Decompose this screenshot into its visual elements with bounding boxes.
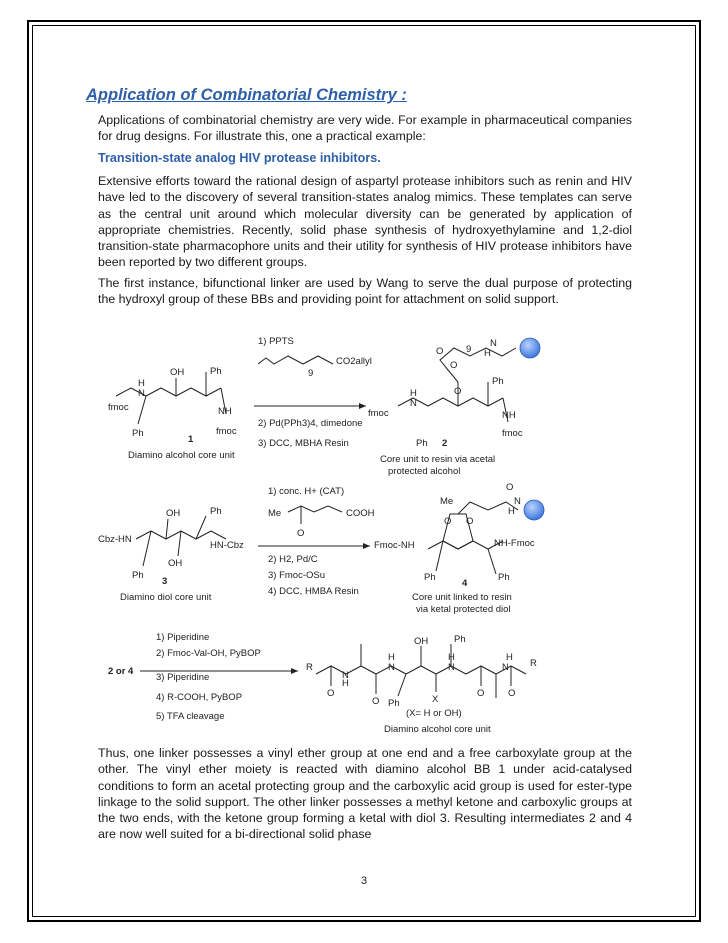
compound-2-n2: N — [410, 398, 417, 409]
subheading: Transition-state analog HIV protease inhibitors. — [98, 151, 381, 165]
compound-1-sub-bond — [138, 396, 146, 424]
compound-3-oh-bond-2 — [178, 531, 181, 556]
page-number: 3 — [360, 875, 368, 887]
product-ph-top: Ph — [454, 634, 466, 645]
compound-2-fmoc-right: fmoc — [502, 428, 523, 439]
intro-paragraph: Applications of combinatorial chemistry are very wide. For example in pharmaceutical companies for drug designs. For illustrate this, one a practical example: — [98, 113, 632, 144]
row3-start: 2 or 4 — [108, 666, 134, 677]
product-r-left: R — [306, 662, 313, 673]
reaction-scheme-svg — [98, 334, 548, 734]
compound-3-ph-bottom: Ph — [132, 570, 144, 581]
compound-3-sub-bond — [143, 531, 151, 566]
product-o3: O — [477, 688, 485, 699]
compound-4-ph-bond-2 — [488, 549, 496, 574]
compound-1-fmoc-right: fmoc — [216, 426, 237, 437]
compound-2-n: N — [490, 338, 497, 349]
compound-1-nh: NH — [218, 406, 232, 417]
product-r-right: R — [530, 658, 537, 669]
compound-1-h: H — [138, 378, 145, 389]
resin-bead-2 — [524, 500, 544, 520]
compound-4-me: Me — [440, 496, 454, 507]
product-ph-bottom: Ph — [388, 698, 400, 709]
paragraph-2: The first instance, bifunctional linker are used by Wang to serve the dual purpose of protecting the hydroxyl group of these BBs and providing point for attachment on solid support. — [98, 276, 632, 307]
compound-3-oh-bond-1 — [166, 519, 168, 539]
product-caption: Diamino alcohol core unit — [384, 724, 491, 734]
row3-reagent-3: 3) Piperidine — [156, 672, 210, 683]
compound-1-caption: Diamino alcohol core unit — [128, 450, 235, 461]
compound-4-n: N — [514, 496, 521, 507]
compound-3-caption: Diamino diol core unit — [120, 592, 212, 603]
vinyl-co2allyl-label: CO2allyl — [336, 356, 372, 367]
row2-reagent-2: 2) H2, Pd/C — [268, 554, 318, 565]
compound-4-h: H — [508, 506, 515, 517]
compound-2-nh: NH — [502, 410, 516, 421]
compound-2-h2: H — [410, 388, 417, 399]
compound-2-ph-bottom: Ph — [416, 438, 428, 449]
compound-1-ph-bottom: Ph — [132, 428, 144, 439]
compound-1-oh: OH — [170, 367, 185, 378]
compound-4-o1: O — [444, 516, 452, 527]
product-h4: H — [506, 652, 513, 663]
compound-1-number: 1 — [188, 434, 194, 445]
paragraph-3: Thus, one linker possesses a vinyl ether group at one end and a free carboxylate group at the other. The vinyl ether moiety is reacted with diamino alcohol BB 1 under acid-catalysed conditions to form an acetal protecting group and the carboxylic acid group is used for ester-type linkage to the solid support. The other linker possesses a methyl ketone and carboxylic groups at the two ends, with the ketone group forming a ketal with diol 3. Resulting intermediates 2 and 4 are now well suited for a bi-directional solid phase — [98, 746, 632, 842]
compound-1-ph-top: Ph — [210, 366, 222, 377]
product-o4: O — [508, 688, 516, 699]
compound-2-caption-2: protected alcohol — [388, 466, 461, 477]
compound-2-h: H — [484, 348, 491, 359]
product-n1: N — [342, 670, 349, 681]
compound-2-ph-top: Ph — [492, 376, 504, 387]
compound-3-cbz-left: Cbz-HN — [98, 534, 132, 545]
product-h3: H — [448, 652, 455, 663]
product-note: (X= H or OH) — [406, 708, 462, 719]
product-n4: N — [502, 662, 509, 673]
compound-1-n: N — [138, 388, 145, 399]
row2-reagent-4: 4) DCC, HMBA Resin — [268, 586, 359, 597]
row1-reagent-2: 2) Pd(PPh3)4, dimedone — [258, 418, 363, 429]
product-x: X — [432, 694, 439, 705]
compound-2-caption-1: Core unit to resin via acetal — [380, 454, 496, 465]
row3-reagent-5: 5) TFA cleavage — [156, 711, 225, 722]
compound-3-oh-bottom: OH — [168, 558, 183, 569]
compound-4-ph-right: Ph — [498, 572, 510, 583]
compound-4-ph-bond-1 — [436, 541, 443, 571]
compound-1-chain — [116, 388, 221, 396]
compound-2-o1: O — [436, 346, 444, 357]
reaction-scheme — [98, 334, 548, 739]
compound-4-fmoc-right: NH-Fmoc — [494, 538, 535, 549]
row2-reagent-3: 3) Fmoc-OSu — [268, 570, 326, 581]
compound-3-oh-top: OH — [166, 508, 181, 519]
product-n2: N — [388, 662, 395, 673]
compound-4-caption-2: via ketal protected diol — [416, 604, 511, 615]
product-ph-bond-2 — [398, 674, 406, 696]
compound-4-caption-1: Core unit linked to resin — [412, 592, 512, 603]
compound-3-ph-top: Ph — [210, 506, 222, 517]
row3-reagent-4: 4) R-COOH, PyBOP — [156, 692, 243, 703]
row1-reagent-1: 1) PPTS — [258, 336, 294, 347]
product-oh: OH — [414, 636, 429, 647]
ketone-linker — [288, 506, 342, 512]
section-heading: Application of Combinatorial Chemistry : — [86, 86, 407, 104]
compound-2-o2: O — [450, 360, 458, 371]
resin-bead-1 — [520, 338, 540, 358]
compound-2-fmoc-left: fmoc — [368, 408, 389, 419]
compound-3-number: 3 — [162, 576, 168, 587]
ketone-me-label: Me — [268, 508, 282, 519]
row3-reagent-1: 1) Piperidine — [156, 632, 210, 643]
product-o2: O — [372, 696, 380, 707]
compound-4-ph-left: Ph — [424, 572, 436, 583]
vinyl-ether-linker — [258, 356, 333, 364]
compound-4-fmoc-left: Fmoc-NH — [374, 540, 415, 551]
row2-reagent-1: 1) conc. H+ (CAT) — [268, 486, 345, 497]
compound-2-o3: O — [454, 386, 462, 397]
compound-4-number: 4 — [462, 578, 468, 589]
row3-reagent-2: 2) Fmoc-Val-OH, PyBOP — [156, 648, 261, 659]
product-n3: N — [448, 662, 455, 673]
compound-3-cbz-right: HN-Cbz — [210, 540, 244, 551]
compound-2-sub: 9 — [466, 344, 472, 355]
compound-2-number: 2 — [442, 438, 448, 449]
compound-1-fmoc-left: fmoc — [108, 402, 129, 413]
product-o1: O — [327, 688, 335, 699]
vinyl-subscript: 9 — [308, 368, 314, 379]
compound-4-o2: O — [466, 516, 474, 527]
ketone-o-label: O — [297, 528, 305, 539]
compound-3-ph-bond — [196, 516, 206, 539]
compound-4-carbonyl-o: O — [506, 482, 514, 493]
row1-reagent-3: 3) DCC, MBHA Resin — [258, 438, 349, 449]
product-h1: H — [342, 678, 349, 689]
ketone-cooh-label: COOH — [346, 508, 375, 519]
paragraph-1: Extensive efforts toward the rational design of aspartyl protease inhibitors such as renin and HIV have led to the discovery of several transition-states analog mimics. These templates can serve as the central unit around which molecular diversity can be generated by application of appropriate chemistries. Recently, solid phase synthesis of hydroxyethylamine and 1,2-diol transition-state pharmacophore units and their utility for synthesis of HIV protease inhibitors have been reported by two different groups. — [98, 174, 632, 270]
product-h2: H — [388, 652, 395, 663]
